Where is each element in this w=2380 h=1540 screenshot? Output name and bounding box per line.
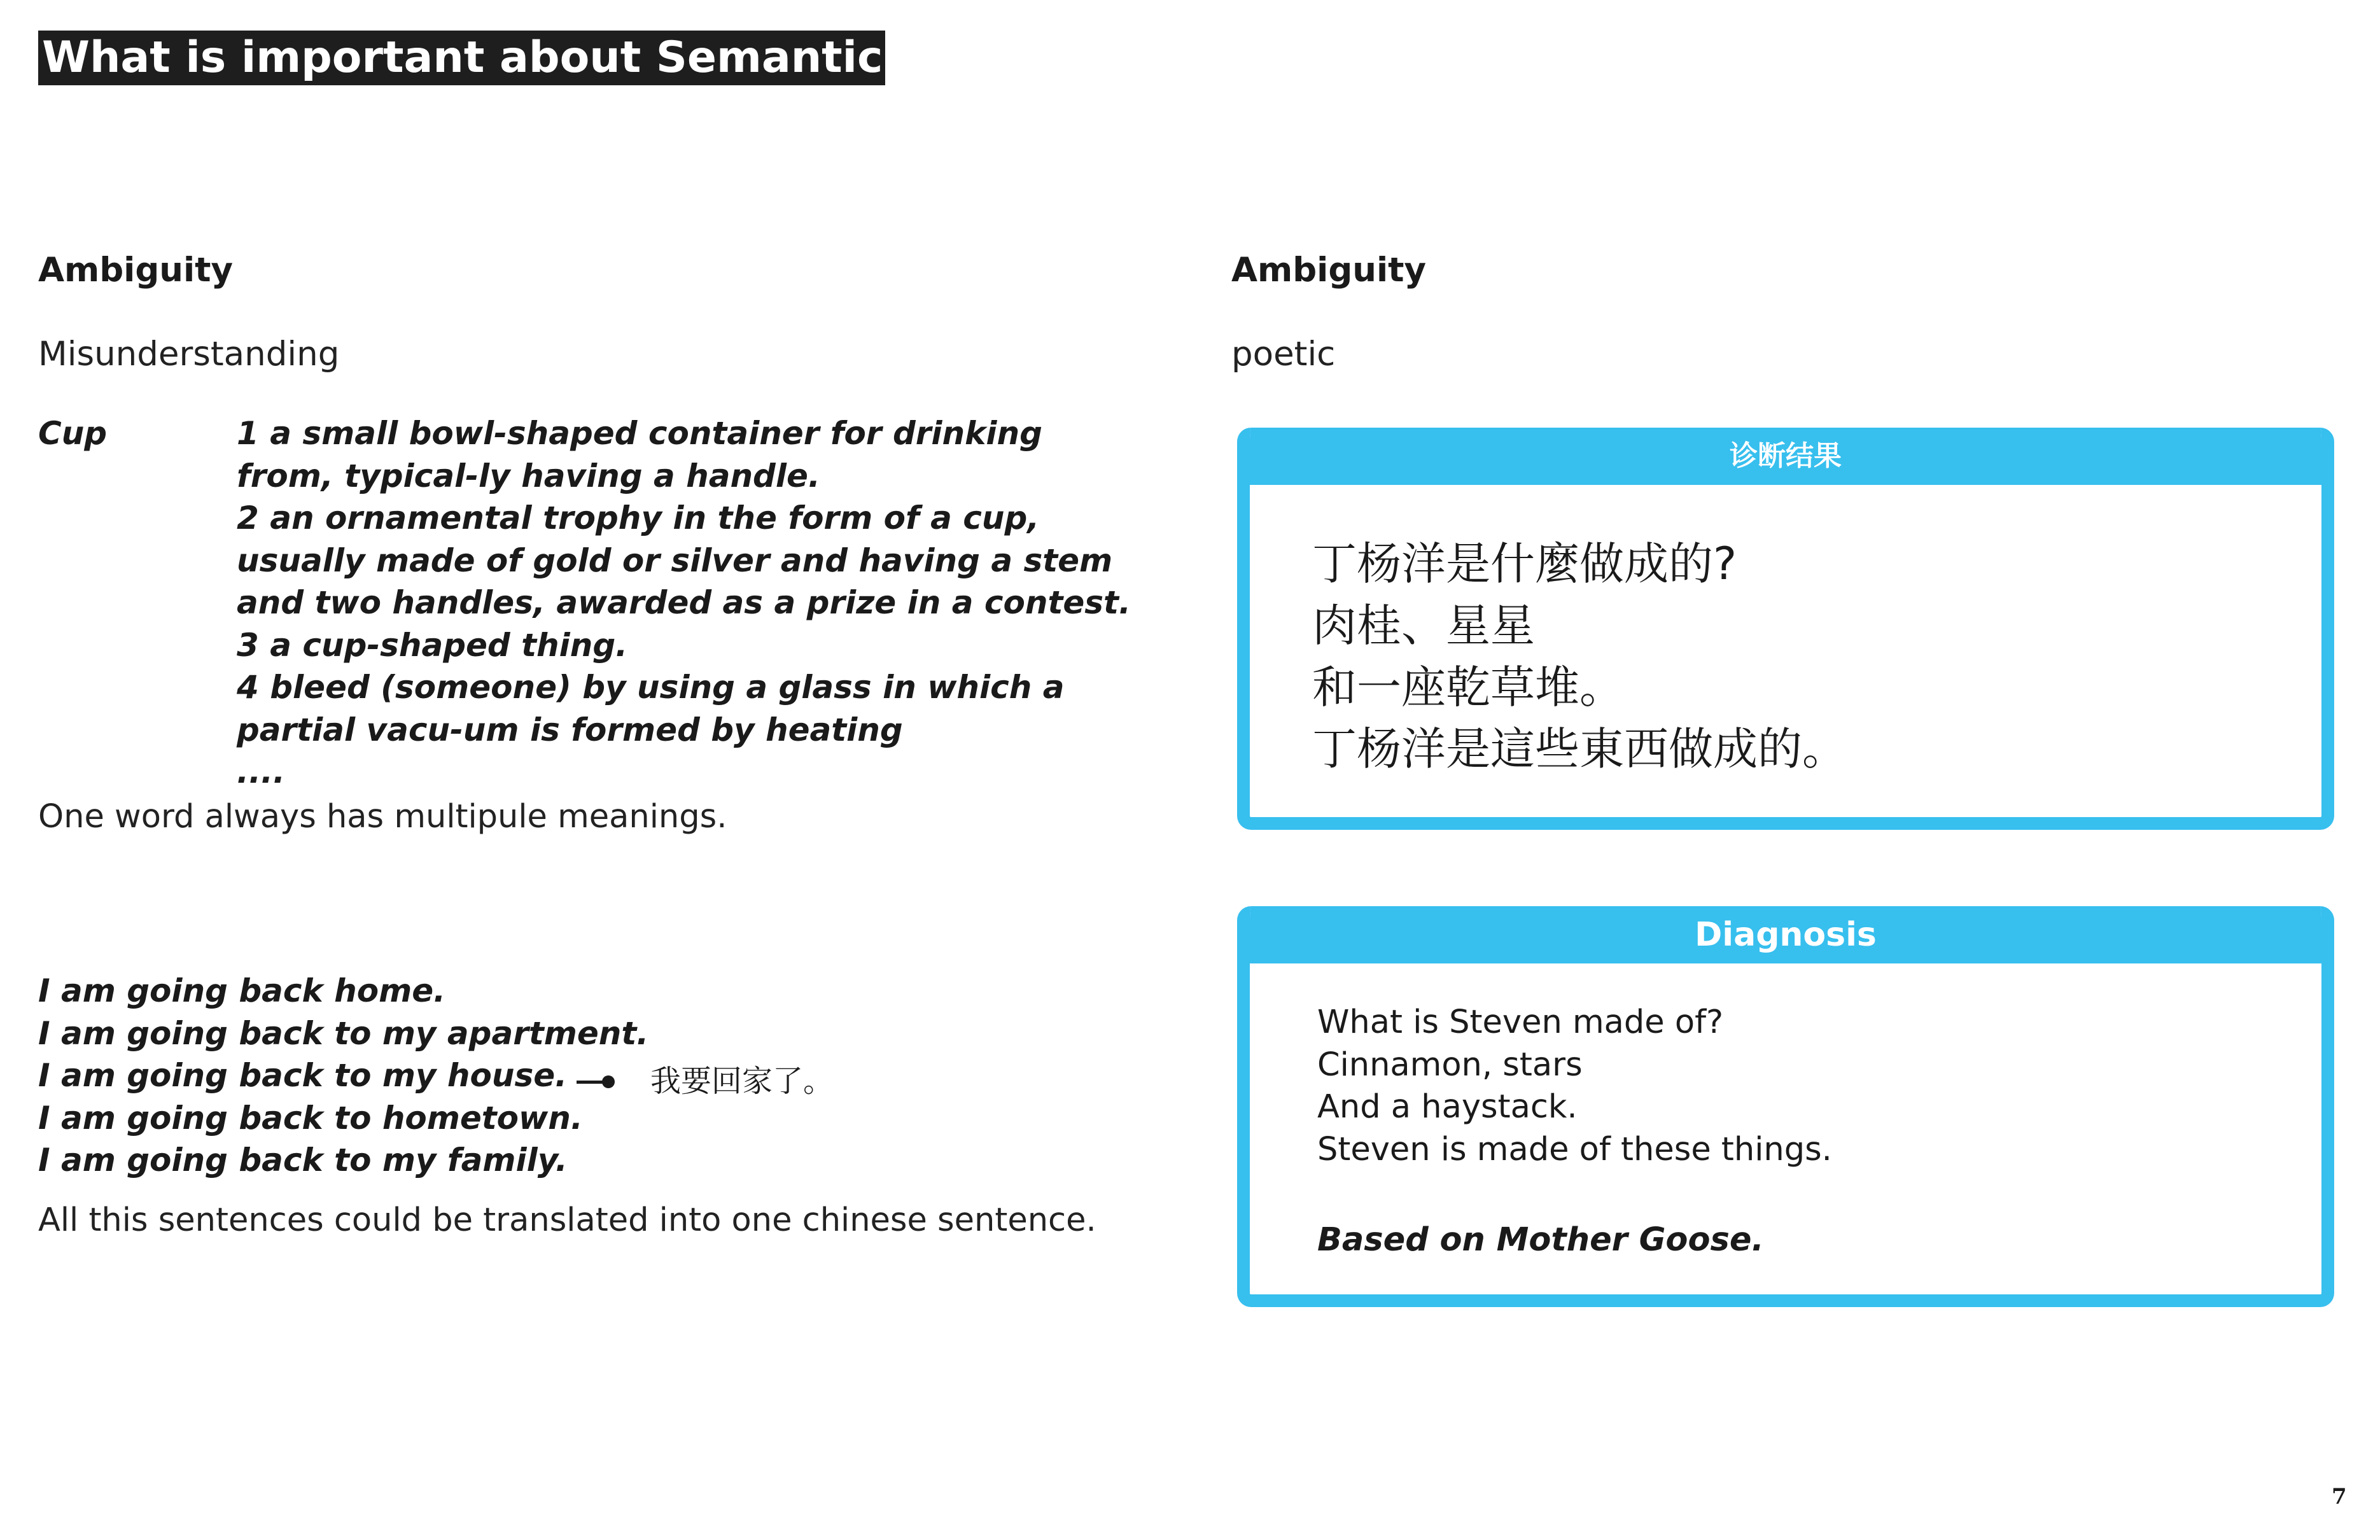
definition-sense: 2 an ornamental trophy in the form of a cup, usually made of gold or silver and having a stem and two handles, awarded as a prize in a contest. [237,500,1131,621]
diagnosis-card-chinese [1237,428,2334,830]
right-heading: Ambiguity [1231,251,1427,290]
sentence-list [38,970,648,1182]
poem-line: What is Steven made of? [1317,1004,1724,1041]
left-heading: Ambiguity [38,251,234,290]
page-title: What is important about Semantic [38,31,885,85]
definition-list [237,412,1140,794]
definition-sense: 3 a cup-shaped thing. [237,626,628,664]
sentence-item: I am going back to my house. [38,1057,568,1095]
poem-lines-chinese [1312,533,1847,780]
poem-line: 丁杨洋是這些東西做成的。 [1312,723,1847,775]
sentence-item: I am going back home. [38,972,446,1009]
sentence-item: I am going back to my apartment. [38,1014,649,1052]
definition-term: Cup [38,415,108,452]
card-header-english: Diagnosis [1250,906,2321,963]
sentence-item: I am going back to hometown. [38,1099,583,1137]
chinese-translation: 我要回家了。 [650,1063,834,1099]
poem-line: 和一座乾草堆。 [1312,661,1624,713]
poem-lines-english [1317,1002,1832,1171]
poem-line: 丁杨洋是什麼做成的? [1312,538,1737,590]
arrow-connector [577,1081,605,1084]
definition-note: One word always has multipule meanings. [38,798,727,836]
poem-line: Steven is made of these things. [1317,1130,1832,1168]
poem-credit: Based on Mother Goose. [1317,1221,1764,1259]
sentences-note: All this sentences could be translated into one chinese sentence. [38,1201,1096,1239]
card-header-chinese: 诊断结果 [1250,428,2321,485]
diagnosis-card-english [1237,906,2334,1307]
definition-sense: 1 a small bowl-shaped container for drinking from, typical-ly having a handle. [237,415,1042,494]
right-sublabel: poetic [1231,335,1336,374]
definition-ellipsis: .... [237,753,285,790]
sentence-item: I am going back to my family. [38,1142,568,1179]
poem-line: And a haystack. [1317,1088,1578,1126]
definition-sense: 4 bleed (someone) by using a glass in which a partial vacu-um is formed by heating [237,669,1065,748]
left-sublabel: Misunderstanding [38,335,340,374]
arrow-dot-icon [602,1075,615,1088]
poem-line: Cinnamon, stars [1317,1046,1583,1084]
poem-line: 肉桂、星星 [1312,599,1535,652]
page-number: 7 [2332,1484,2347,1509]
